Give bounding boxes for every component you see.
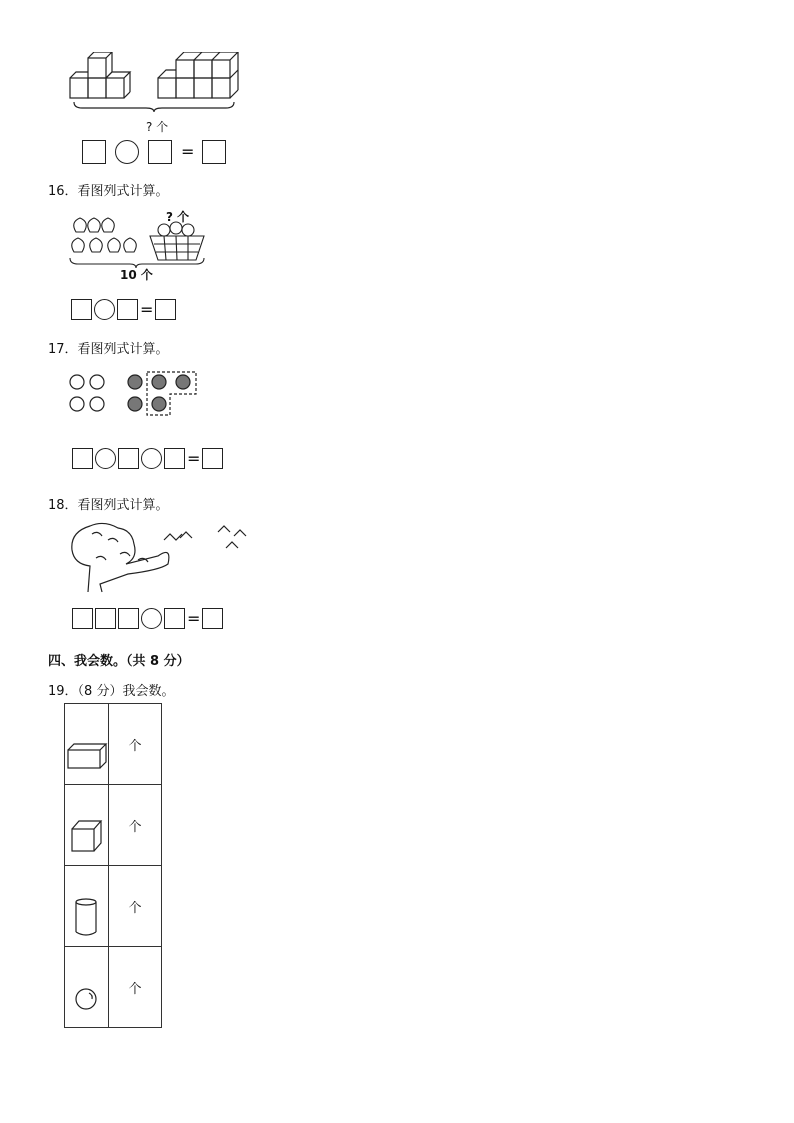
answer-box[interactable] — [202, 140, 226, 164]
q16-title: 16．看图列式计算。 — [48, 184, 169, 199]
table-row — [65, 866, 162, 947]
cubes-figure — [66, 52, 246, 112]
q19-title: 19．（8 分）我会数。 — [48, 684, 175, 699]
table-row — [65, 785, 162, 866]
cuboid-icon — [65, 704, 108, 780]
operator-circle[interactable] — [141, 608, 162, 629]
q16-total-label: 10 个 — [120, 268, 153, 282]
answer-box[interactable] — [202, 608, 223, 629]
count-answer-cell[interactable]: 个 — [109, 947, 162, 1028]
answer-box[interactable] — [155, 299, 176, 320]
answer-box[interactable] — [71, 299, 92, 320]
shape-cell — [65, 785, 109, 866]
equals-sign: = — [187, 449, 201, 468]
table-row — [65, 704, 162, 785]
count-answer-cell[interactable]: 个 — [109, 704, 162, 785]
count-table — [64, 703, 162, 1028]
operator-circle[interactable] — [94, 299, 115, 320]
shape-cell — [65, 704, 109, 785]
count-answer-cell[interactable]: 个 — [109, 866, 162, 947]
answer-box[interactable] — [118, 448, 139, 469]
equals-sign: = — [187, 609, 201, 628]
section-4-heading: 四、我会数。（共 8 分） — [48, 654, 190, 669]
table-row — [65, 947, 162, 1028]
q18-title: 18．看图列式计算。 — [48, 498, 169, 513]
answer-box[interactable] — [72, 448, 93, 469]
shape-cell — [65, 947, 109, 1028]
operator-circle[interactable] — [95, 448, 116, 469]
answer-box[interactable] — [164, 608, 185, 629]
answer-box[interactable] — [148, 140, 172, 164]
q17-title: 17．看图列式计算。 — [48, 342, 169, 357]
operator-circle[interactable] — [115, 140, 139, 164]
tree-birds-figure — [68, 518, 260, 594]
answer-box[interactable] — [164, 448, 185, 469]
answer-box[interactable] — [82, 140, 106, 164]
answer-box[interactable] — [95, 608, 116, 629]
cylinder-icon — [65, 866, 108, 942]
cube-icon — [65, 785, 108, 861]
equals-sign: = — [181, 142, 195, 161]
answer-box[interactable] — [72, 608, 93, 629]
circles-figure — [66, 368, 202, 420]
equals-sign: = — [140, 300, 154, 319]
count-answer-cell[interactable]: 个 — [109, 785, 162, 866]
q15-question-label: ? 个 — [146, 120, 169, 134]
sphere-icon — [65, 947, 108, 1023]
q16-basket-label: ? 个 — [166, 210, 190, 224]
operator-circle[interactable] — [141, 448, 162, 469]
answer-box[interactable] — [202, 448, 223, 469]
answer-box[interactable] — [117, 299, 138, 320]
answer-box[interactable] — [118, 608, 139, 629]
shape-cell — [65, 866, 109, 947]
